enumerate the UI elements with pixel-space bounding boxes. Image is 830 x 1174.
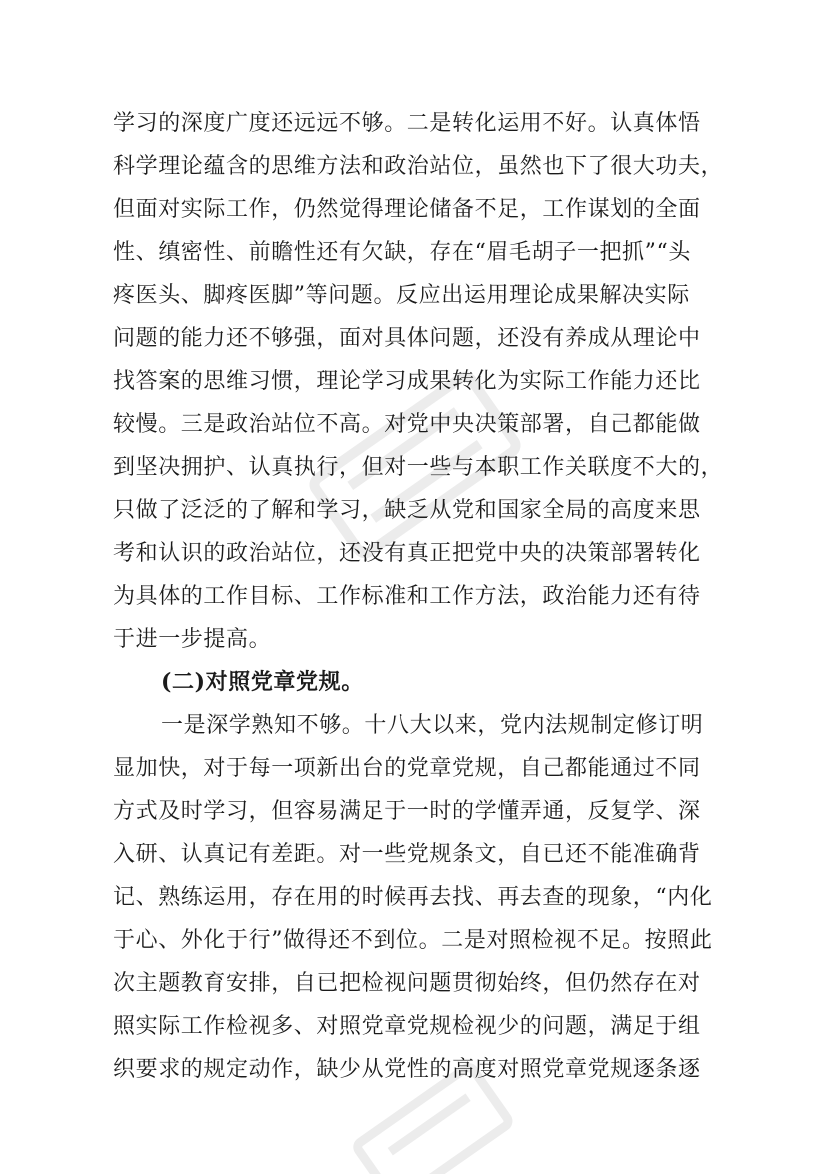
text-line: 但面对实际工作，仍然觉得理论储备不足，工作谋划的全面 xyxy=(113,197,701,222)
text-line: 于进一步提高。 xyxy=(113,627,272,652)
text-line: 照实际工作检视多、对照党章党规检视少的问题，满足于组 xyxy=(113,1014,701,1039)
text-line: 为具体的工作目标、工作标准和工作方法，政治能力还有待 xyxy=(113,584,701,609)
text-line: 次主题教育安排，自已把检视问题贯彻始终，但仍然存在对 xyxy=(113,971,701,996)
text-line: 学习的深度广度还远远不够。二是转化运用不好。认真体悟 xyxy=(113,111,701,136)
text-line: 于心、外化于行”做得还不到位。二是对照检视不足。按照此 xyxy=(113,928,713,953)
paragraph-first-line: 一是深学熟知不够。十八大以来，党内法规制定修订明 xyxy=(161,713,704,738)
text-line: 较慢。三是政治站位不高。对党中央决策部署，自己都能做 xyxy=(113,412,701,437)
document-body xyxy=(113,102,724,1091)
text-line: 方式及时学习，但容易满足于一时的学懂弄通，反复学、深 xyxy=(113,799,701,824)
section-heading: (二)对照党章党规。 xyxy=(161,669,364,695)
text-line: 考和认识的政治站位，还没有真正把党中央的决策部署转化 xyxy=(113,541,701,566)
text-line: 入研、认真记有差距。对一些党规条文，自已还不能准确背 xyxy=(113,842,701,867)
text-line: 记、熟练运用，存在用的时候再去找、再去查的现象，“内化 xyxy=(113,885,713,910)
text-line: 找答案的思维习惯，理论学习成果转化为实际工作能力还比 xyxy=(113,369,701,394)
text-line: 问题的能力还不够强，面对具体问题，还没有养成从理论中 xyxy=(113,326,701,351)
text-line: 性、缜密性、前瞻性还有欠缺，存在“眉毛胡子一把抓”“头 xyxy=(113,240,691,265)
text-line: 疼医头、脚疼医脚”等问题。反应出运用理论成果解决实际 xyxy=(113,283,690,308)
text-line: 到坚决拥护、认真执行，但对一些与本职工作关联度不大的， xyxy=(113,455,724,480)
text-line: 织要求的规定动作，缺少从党性的高度对照党章党规逐条逐 xyxy=(113,1057,701,1082)
text-line: 科学理论蕴含的思维方法和政治站位，虽然也下了很大功夫， xyxy=(113,154,724,179)
text-line: 显加快，对于每一项新出台的党章党规，自己都能通过不同 xyxy=(113,756,701,781)
text-line: 只做了泛泛的了解和学习，缺乏从党和国家全局的高度来思 xyxy=(113,498,701,523)
